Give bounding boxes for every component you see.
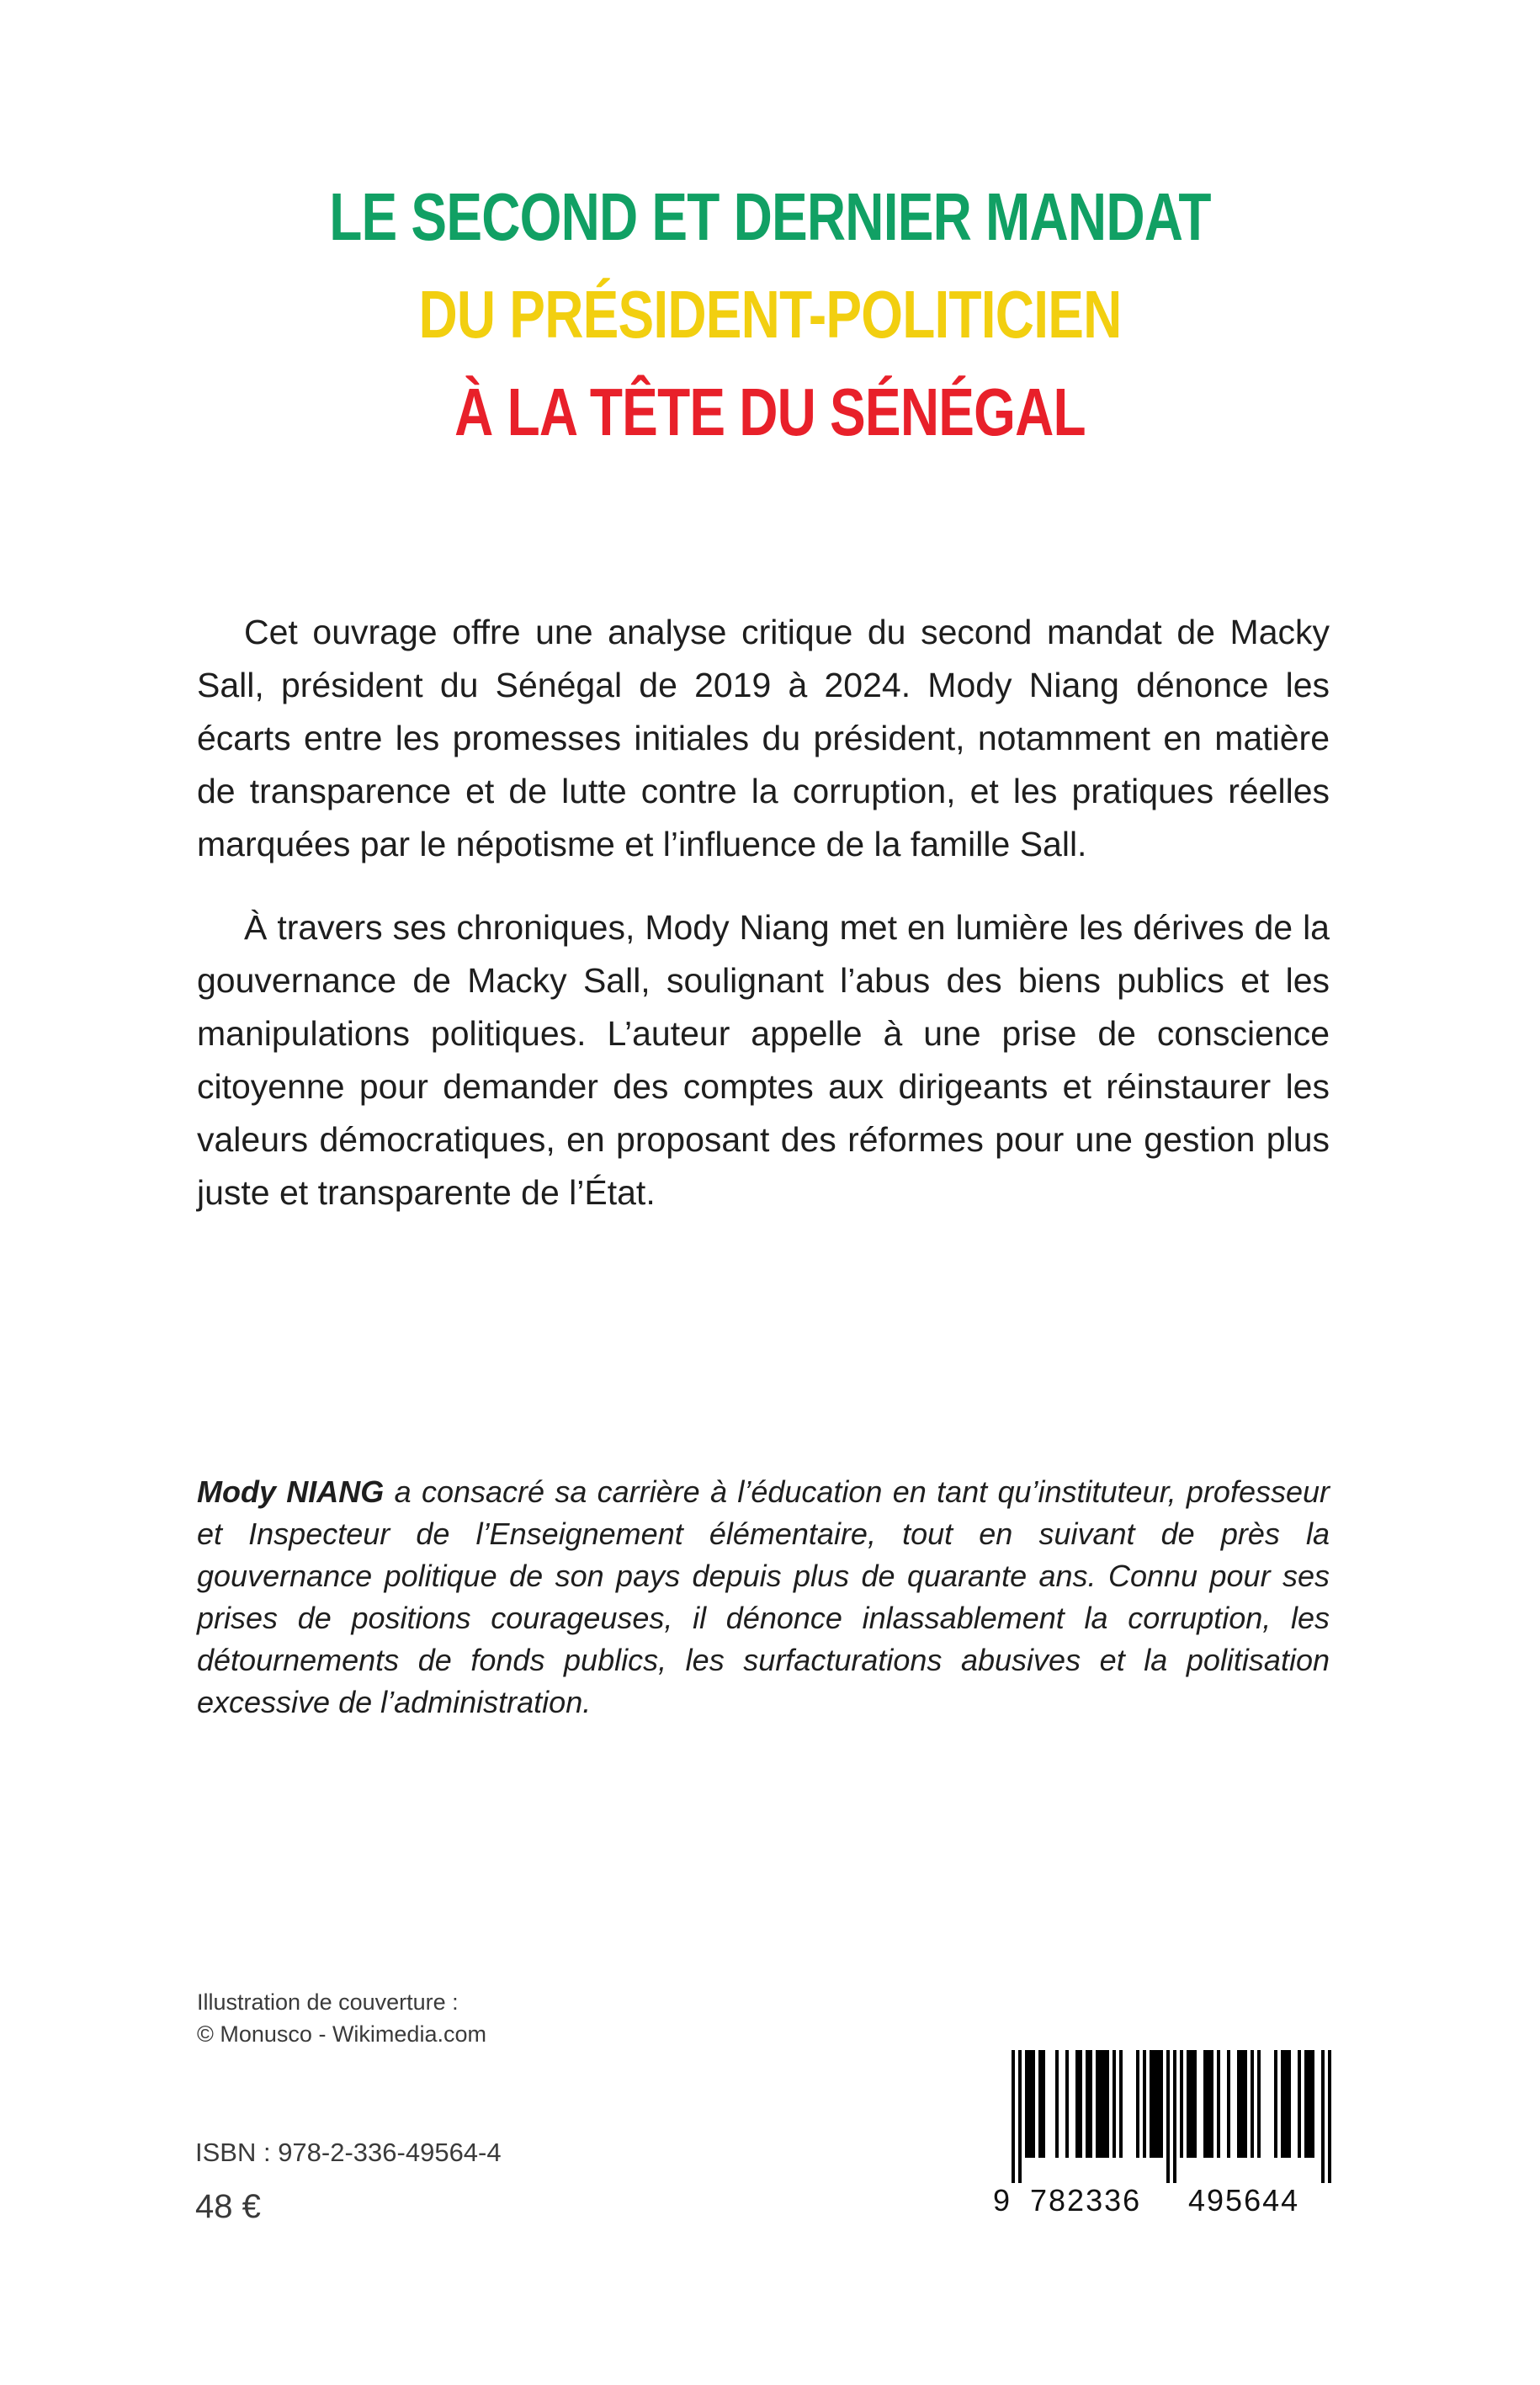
book-title	[0, 168, 1540, 461]
barcode-bar	[1284, 2050, 1288, 2158]
barcode-bar	[1288, 2050, 1291, 2158]
barcode-bar	[1207, 2050, 1210, 2158]
price: 48 €	[195, 2188, 261, 2225]
barcode-bar	[1281, 2050, 1284, 2158]
barcode-bar	[1217, 2050, 1220, 2158]
barcode-bar	[1136, 2050, 1139, 2158]
barcode-bar	[1065, 2050, 1069, 2158]
barcode-bar	[1018, 2050, 1022, 2183]
barcode-bar	[1079, 2050, 1082, 2158]
barcode-bar	[1042, 2050, 1045, 2158]
credits	[197, 1986, 486, 2050]
barcode-bar	[1274, 2050, 1277, 2158]
title-line-3: À LA TÊTE DU SÉNÉGAL	[454, 374, 1086, 449]
barcode-bar	[1086, 2050, 1089, 2158]
barcode-bar	[1311, 2050, 1314, 2158]
barcode-right-group: 495644	[1188, 2183, 1300, 2218]
barcode-bar	[1227, 2050, 1230, 2158]
barcode-left-group: 782336	[1030, 2183, 1142, 2218]
barcode-bar	[1106, 2050, 1109, 2158]
isbn: ISBN : 978-2-336-49564-4	[195, 2138, 502, 2167]
author-bio-text: a consacré sa carrière à l’éducation en tant qu’instituteur, professeur et Inspecteur de l’Enseignement élémentaire, tout en suivant de près la gouvernance politique de son pays depuis plus de quarante ans. Connu pour ses prises de positions courageuses, il dénonce inlassablement la corruption, les détournements de fonds publics, les surfacturations abusives et la politisation excessive de l’administration.	[197, 1474, 1330, 1719]
barcode-bar	[1180, 2050, 1183, 2158]
barcode-bar	[1012, 2050, 1015, 2183]
author-bio	[197, 1471, 1330, 1724]
barcode-bar	[1150, 2050, 1153, 2158]
barcode-bar	[1251, 2050, 1254, 2158]
barcode-bar	[1038, 2050, 1042, 2158]
barcode-bar	[1119, 2050, 1123, 2158]
barcode-bar	[1298, 2050, 1301, 2158]
barcode-bar	[1173, 2050, 1176, 2183]
barcode-bar	[1190, 2050, 1193, 2158]
barcode-bar	[1075, 2050, 1079, 2158]
barcode-bar	[1160, 2050, 1163, 2158]
barcode-bar	[1113, 2050, 1116, 2158]
credit-line-1: Illustration de couverture :	[197, 1989, 459, 2015]
barcode-bar	[1193, 2050, 1197, 2158]
book-summary	[197, 606, 1330, 1250]
summary-paragraph-2: À travers ses chroniques, Mody Niang met en lumière les dérives de la gouvernance de Macky Sall, soulignant l’abus des biens publics et les manipulations politiques. L’auteur appelle à une prise de conscience citoyenne pour demander des comptes aux dirigeants et réinstaurer les valeurs démocratiques, en proposant des réformes pour une gestion plus juste et transparente de l’État.	[197, 908, 1330, 1212]
barcode-bar	[1240, 2050, 1244, 2158]
barcode-bar	[1257, 2050, 1261, 2158]
title-line-2: DU PRÉSIDENT-POLITICIEN	[418, 277, 1122, 352]
barcode-bar	[1025, 2050, 1028, 2158]
barcode-bar	[1096, 2050, 1099, 2158]
title-line-1: LE SECOND ET DERNIER MANDAT	[329, 179, 1211, 254]
barcode-bar	[1032, 2050, 1035, 2158]
barcode-bar	[1237, 2050, 1240, 2158]
barcode-bar	[1099, 2050, 1102, 2158]
barcode-bar	[1308, 2050, 1311, 2158]
barcode-bar	[1089, 2050, 1092, 2158]
barcode-first-digit: 9	[993, 2183, 1011, 2218]
author-name: Mody NIANG	[197, 1474, 385, 1509]
barcode-bar	[1203, 2050, 1207, 2158]
barcode-digits	[993, 2183, 1346, 2225]
barcode-bar	[1328, 2050, 1331, 2183]
barcode-bar	[1156, 2050, 1160, 2158]
summary-paragraph-1: Cet ouvrage offre une analyse critique du second mandat de Macky Sall, président du Sénégal de 2019 à 2024. Mody Niang dénonce les écarts entre les promesses initiales du président, notamment en matière de transparence et de lutte contre la corruption, et les pratiques réelles marquées par le népotisme et l’influence de la famille Sall.	[197, 613, 1330, 863]
barcode-bar	[1244, 2050, 1247, 2158]
barcode-bar	[1187, 2050, 1190, 2158]
barcode-bar	[1153, 2050, 1156, 2158]
barcode-bar	[1321, 2050, 1325, 2183]
barcode-bars	[993, 2050, 1346, 2183]
barcode-bar	[1028, 2050, 1032, 2158]
barcode-bar	[1102, 2050, 1106, 2158]
barcode-bar	[1055, 2050, 1059, 2158]
barcode-bar	[1166, 2050, 1170, 2183]
barcode-bar	[1304, 2050, 1308, 2158]
credit-line-2: © Monusco - Wikimedia.com	[197, 2021, 486, 2047]
barcode-bar	[1210, 2050, 1213, 2158]
barcode-bar	[1143, 2050, 1146, 2158]
